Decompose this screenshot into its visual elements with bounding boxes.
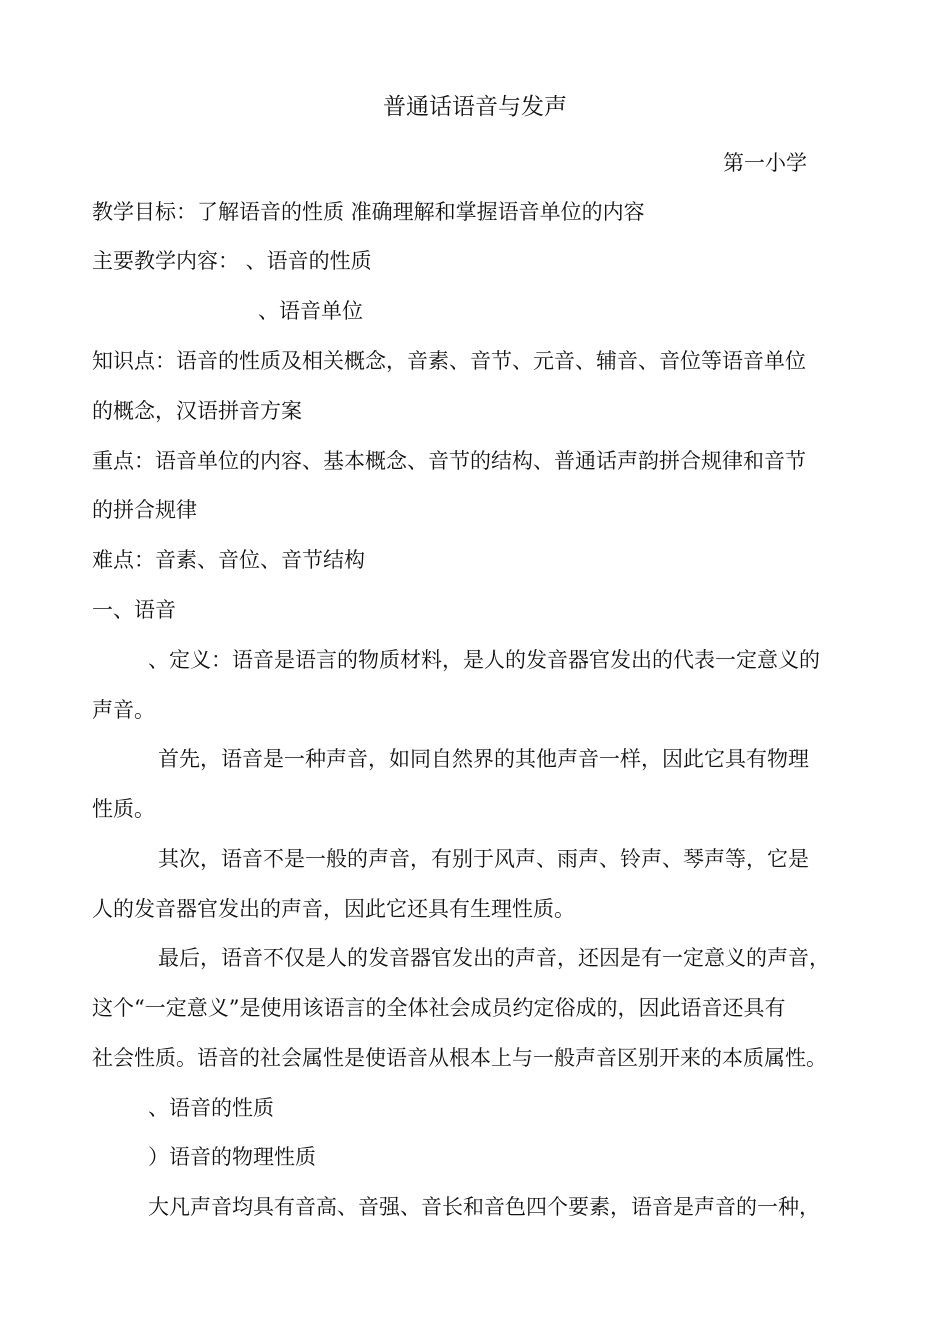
paragraph-second-line-1: 其次，语音不是一般的声音，有别于风声、雨声、铃声、琴声等，它是 <box>158 847 809 871</box>
document-title: 普通话语音与发声 <box>383 94 567 120</box>
difficulty-line: 难点：音素、音位、音节结构 <box>92 548 365 572</box>
definition-line-2: 声音。 <box>92 698 155 722</box>
teaching-objective: 教学目标：了解语音的性质 准确理解和掌握语音单位的内容 <box>92 200 645 224</box>
knowledge-points-line-1: 知识点：语音的性质及相关概念，音素、音节、元音、辅音、音位等语音单位 <box>92 349 806 373</box>
paragraph-first-line-2: 性质。 <box>92 797 155 821</box>
main-content-line-2: 、语音单位 <box>258 299 363 323</box>
section-heading: 一、语音 <box>92 598 176 622</box>
paragraph-first-line-1: 首先，语音是一种声音，如同自然界的其他声音一样，因此它具有物理 <box>158 747 809 771</box>
document-author: 第一小学 <box>723 151 807 175</box>
subheading-nature: 、语音的性质 <box>148 1096 274 1120</box>
paragraph-third-line-2: 这个“一定意义”是使用该语言的全体社会成员约定俗成的，因此语音还具有 <box>92 996 786 1020</box>
paragraph-third-line-3: 社会性质。语音的社会属性是使语音从根本上与一般声音区别开来的本质属性。 <box>92 1046 827 1070</box>
key-points-line-1: 重点：语音单位的内容、基本概念、音节的结构、普通话声韵拼合规律和音节 <box>92 449 806 473</box>
key-points-line-2: 的拼合规律 <box>92 498 197 522</box>
paragraph-third-line-1: 最后，语音不仅是人的发音器官发出的声音，还因是有一定意义的声音， <box>158 946 830 970</box>
subheading-physical: ）语音的物理性质 <box>148 1145 316 1169</box>
definition-line-1: 、定义：语音是语言的物质材料，是人的发音器官发出的代表一定意义的 <box>148 648 820 672</box>
paragraph-second-line-2: 人的发音器官发出的声音，因此它还具有生理性质。 <box>92 897 575 921</box>
paragraph-fourth-line-1: 大凡声音均具有音高、音强、音长和音色四个要素，语音是声音的一种， <box>148 1195 820 1219</box>
knowledge-points-line-2: 的概念，汉语拼音方案 <box>92 399 302 423</box>
main-content-line-1: 主要教学内容： 、语音的性质 <box>92 249 372 273</box>
